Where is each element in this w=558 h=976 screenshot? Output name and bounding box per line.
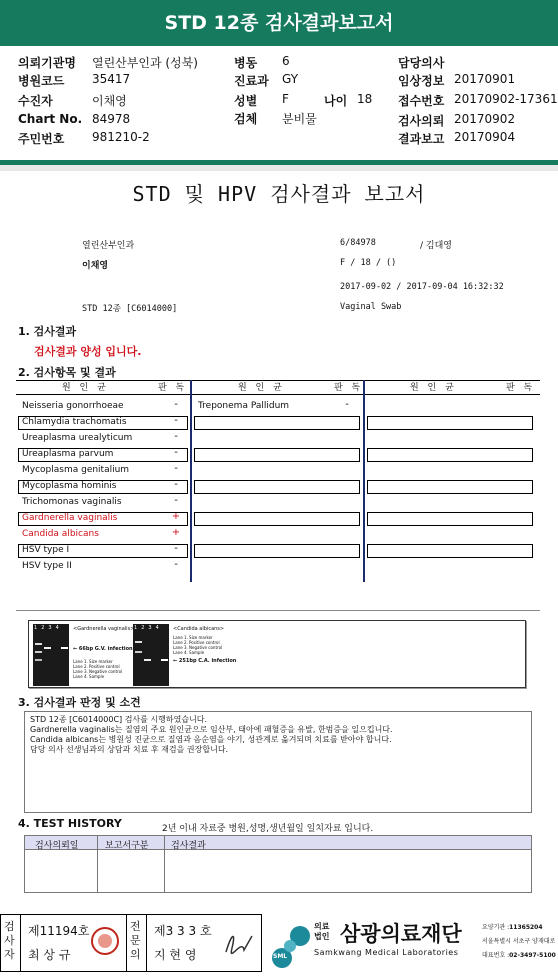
gel-band xyxy=(35,651,42,653)
cell-box xyxy=(194,416,360,430)
lane-label: 2 xyxy=(41,625,49,631)
pathogen-name: Trichomonas vaginalis xyxy=(22,497,122,507)
signature-footer xyxy=(0,914,558,976)
pathogen-result: - xyxy=(174,447,178,458)
seal-icon xyxy=(90,926,120,956)
header-shadow xyxy=(0,165,558,171)
report-test: STD 12종 [C6014000] xyxy=(82,304,178,314)
cell-box xyxy=(194,480,360,494)
label-hospital-code: 병원코드 xyxy=(18,74,65,88)
label-doctor: 담당의사 xyxy=(398,56,445,70)
report-title: STD 12종 검사결과보고서 xyxy=(0,0,558,46)
report-chart: 6/84978 xyxy=(340,238,376,248)
results-table xyxy=(16,380,540,582)
pathogen-result: - xyxy=(174,495,178,506)
patient-info-header xyxy=(0,46,558,160)
report-doctor: / 김대영 xyxy=(420,241,452,251)
pathogen-result: - xyxy=(174,559,178,570)
pathogen-result-positive: + xyxy=(171,511,181,522)
sig-divider xyxy=(126,914,127,972)
pathogen-name: Neisseria gonorrhoeae xyxy=(22,401,124,411)
pathogen-name: HSV type I xyxy=(22,545,70,555)
opinion-line: 담당 의사 선생님과의 상담과 치료 후 재검을 권장합니다. xyxy=(30,745,229,754)
label-clinical-info: 임상정보 xyxy=(398,74,445,88)
pathogen-result: - xyxy=(174,543,178,554)
gel-band xyxy=(161,659,168,661)
history-header xyxy=(25,836,531,850)
legend-line: Lane 2. Positive control xyxy=(173,640,220,645)
cell-box xyxy=(194,512,360,526)
cell-box xyxy=(367,480,533,494)
legend-line: Lane 3. Negative control xyxy=(173,645,223,650)
lane-label: 4 xyxy=(55,625,63,631)
legend-line: Lane 4. Sample xyxy=(73,674,105,679)
gel-band xyxy=(144,659,151,661)
org-phone xyxy=(482,950,556,959)
pathogen-result: - xyxy=(174,463,178,474)
label-specimen: 검체 xyxy=(234,112,258,126)
pathogen-name: Ureaplasma parvum xyxy=(22,449,114,459)
pathogen-result-positive: + xyxy=(171,527,181,538)
label-report-date: 결과보고 xyxy=(398,132,445,146)
pathogen-name: HSV type II xyxy=(22,561,72,571)
legend-line: Lane 4. Sample xyxy=(173,650,205,655)
examiner-name: 최 상 규 xyxy=(28,948,71,962)
pathogen-name-positive: Candida albicans xyxy=(22,529,99,539)
history-col: 검사의뢰일 xyxy=(35,841,79,851)
org-address: 서울특별시 서초구 양재대로 xyxy=(482,938,556,945)
label-age: 나이 xyxy=(324,94,348,108)
label-request-date: 검사의뢰 xyxy=(398,114,445,128)
examiner-license: 제11194호 xyxy=(28,924,90,938)
pathogen-result: - xyxy=(174,479,178,490)
specialist-label: 전문의 xyxy=(130,920,141,961)
lane-label: 2 xyxy=(141,625,149,631)
sml-logo-text: SML xyxy=(273,953,288,960)
report-sex-age: F / 18 / () xyxy=(340,258,397,268)
gel-band xyxy=(44,647,51,649)
value-receipt-no: 20170902-17361 xyxy=(454,92,558,106)
sig-divider xyxy=(20,914,21,972)
examiner-label: 검사자 xyxy=(4,920,15,961)
gel-panel-1 xyxy=(33,624,69,686)
org-english-name: Samkwang Medical Laboratories xyxy=(314,948,459,957)
specialist-license: 제3 3 3 호 xyxy=(154,924,212,938)
col-header-pathogen-2: 원 인 균 xyxy=(238,383,285,393)
lane-label: 3 xyxy=(48,625,56,631)
opinion-box xyxy=(24,711,532,813)
gel-panel-2-band: ← 251bp C.A. infection xyxy=(173,658,237,664)
pathogen-result: - xyxy=(345,399,349,410)
col-header-pathogen-3: 원 인 균 xyxy=(410,383,457,393)
value-resident-no: 981210-2 xyxy=(92,130,150,144)
org-phone-label: 대표번호 : xyxy=(482,952,510,959)
column-divider-1 xyxy=(190,380,192,582)
sml-logo-icon xyxy=(266,920,312,968)
value-institution: 열린산부인과 (성북) xyxy=(92,56,198,70)
report-subtitle: STD 및 HPV 검사결과 보고서 xyxy=(132,182,426,206)
history-col: 검사결과 xyxy=(171,841,206,851)
history-col-divider xyxy=(97,836,98,892)
col-header-pathogen-1: 원 인 균 xyxy=(62,383,109,393)
org-code-value: 11365204 xyxy=(509,924,543,931)
report-institution: 열린산부인과 xyxy=(82,241,135,251)
opinion-line: Gardnerella vaginalis는 질염의 주요 원인균으로 임산부, 태아에 패혈증을 유발, 한범증을 일으킵니다. xyxy=(30,725,393,734)
gel-lanes-1 xyxy=(34,625,63,631)
report-specimen: Vaginal Swab xyxy=(340,302,402,312)
result-summary: 검사결과 양성 입니다. xyxy=(34,345,142,358)
opinion-line: Candida albicans는 병원성 진균으로 질염과 음순염을 야기, 성관계로 옮겨되며 치료를 받아야 합니다. xyxy=(30,735,392,744)
gel-lanes-2 xyxy=(134,625,163,631)
lane-label: 4 xyxy=(155,625,163,631)
value-request-date: 20170902 xyxy=(454,112,516,126)
pathogen-result: - xyxy=(174,399,178,410)
history-col-divider xyxy=(164,836,165,892)
value-ward: 6 xyxy=(282,54,290,68)
label-sex: 성별 xyxy=(234,94,258,108)
table-header-rule xyxy=(16,394,540,395)
value-age: 18 xyxy=(357,92,373,106)
pathogen-name: Mycoplasma genitalium xyxy=(22,465,130,475)
opinion-line: STD 12종 [C6014000C] 검사를 시행하였습니다. xyxy=(30,715,208,724)
pathogen-name: Ureaplasma urealyticum xyxy=(22,433,133,443)
org-phone-value: 02-3497-5100 xyxy=(509,952,556,959)
value-specimen: 분비물 xyxy=(282,112,317,126)
legend-line: Lane 2. Positive control xyxy=(73,664,120,669)
gel-panel-1-title: <Gardnerella vaginalis> xyxy=(73,626,135,632)
value-clinical-info: 20170901 xyxy=(454,72,516,86)
legend-line: Lane 3. Negative control xyxy=(73,669,123,674)
label-receipt-no: 접수번호 xyxy=(398,94,445,108)
section-4-heading: 4. TEST HISTORY xyxy=(18,817,122,830)
gel-band xyxy=(61,647,68,649)
col-header-verdict-3: 판 독 xyxy=(506,383,536,393)
value-chart-no: 84978 xyxy=(92,112,131,126)
section-3-heading: 3. 검사결과 판정 및 소견 xyxy=(18,696,141,709)
gel-band xyxy=(35,643,42,645)
cell-box xyxy=(367,544,533,558)
gel-top-rule xyxy=(16,610,540,611)
pathogen-name-positive: Gardnerella vaginalis xyxy=(22,513,118,523)
value-patient: 이채영 xyxy=(92,94,127,108)
pathogen-result: - xyxy=(174,415,178,426)
specialist-name: 지 현 영 xyxy=(154,948,197,962)
label-institution: 의뢰기관명 xyxy=(18,56,76,70)
cell-box xyxy=(194,448,360,462)
report-dates: 2017-09-02 / 2017-09-04 16:32:32 xyxy=(340,282,504,292)
col-header-verdict-1: 판 독 xyxy=(158,383,188,393)
history-col: 보고서구분 xyxy=(105,841,149,851)
gel-band xyxy=(135,641,142,643)
org-code-label: 요양기관 : xyxy=(482,924,510,931)
pathogen-name: Mycoplasma hominis xyxy=(22,481,117,491)
gel-electrophoresis-image xyxy=(28,620,526,688)
cell-box xyxy=(194,544,360,558)
report-patient: 이채영 xyxy=(82,261,109,271)
pathogen-result: - xyxy=(174,431,178,442)
lane-label: 3 xyxy=(148,625,156,631)
column-divider-2 xyxy=(363,380,365,582)
gel-panel-2-title: <Candida albicans> xyxy=(173,626,225,632)
value-report-date: 20170904 xyxy=(454,130,516,144)
lane-label: 1 xyxy=(34,625,42,631)
history-table xyxy=(24,835,532,893)
org-name: 삼광의료재단 xyxy=(340,922,462,946)
section-2-heading: 2. 검사항목 및 결과 xyxy=(18,366,116,379)
pathogen-name: Treponema Pallidum xyxy=(198,401,290,411)
lane-label: 1 xyxy=(134,625,142,631)
section-1-heading: 1. 검사결과 xyxy=(18,325,77,338)
cell-box xyxy=(367,448,533,462)
org-code xyxy=(482,922,543,931)
sig-divider xyxy=(146,914,147,972)
gel-band xyxy=(35,659,42,661)
label-resident-no: 주민번호 xyxy=(18,132,65,146)
label-chart-no: Chart No. xyxy=(18,112,83,126)
gel-panel-1-legend xyxy=(73,659,122,679)
cell-box xyxy=(367,416,533,430)
value-sex: F xyxy=(282,92,289,106)
gel-panel-2-legend xyxy=(173,635,222,655)
label-department: 진료과 xyxy=(234,74,269,88)
value-department: GY xyxy=(282,72,299,86)
signature-icon xyxy=(222,928,256,958)
org-prefix: 의료법인 xyxy=(314,922,330,941)
gel-panel-2 xyxy=(133,624,169,686)
col-header-verdict-2: 판 독 xyxy=(334,383,364,393)
value-hospital-code: 35417 xyxy=(92,72,131,86)
cell-box xyxy=(367,512,533,526)
legend-line: Lane 1. Size marker xyxy=(73,659,113,664)
gel-panel-1-band: ← 66bp G.V. infection xyxy=(73,646,133,652)
label-ward: 병동 xyxy=(234,56,258,70)
gel-band xyxy=(135,651,142,653)
label-patient: 수진자 xyxy=(18,94,53,108)
pathogen-name: Chlamydia trachomatis xyxy=(22,417,127,427)
legend-line: Lane 1. Size marker xyxy=(173,635,213,640)
history-note: 2년 이내 자료중 병원,성명,생년월일 일치자료 입니다. xyxy=(162,824,374,834)
